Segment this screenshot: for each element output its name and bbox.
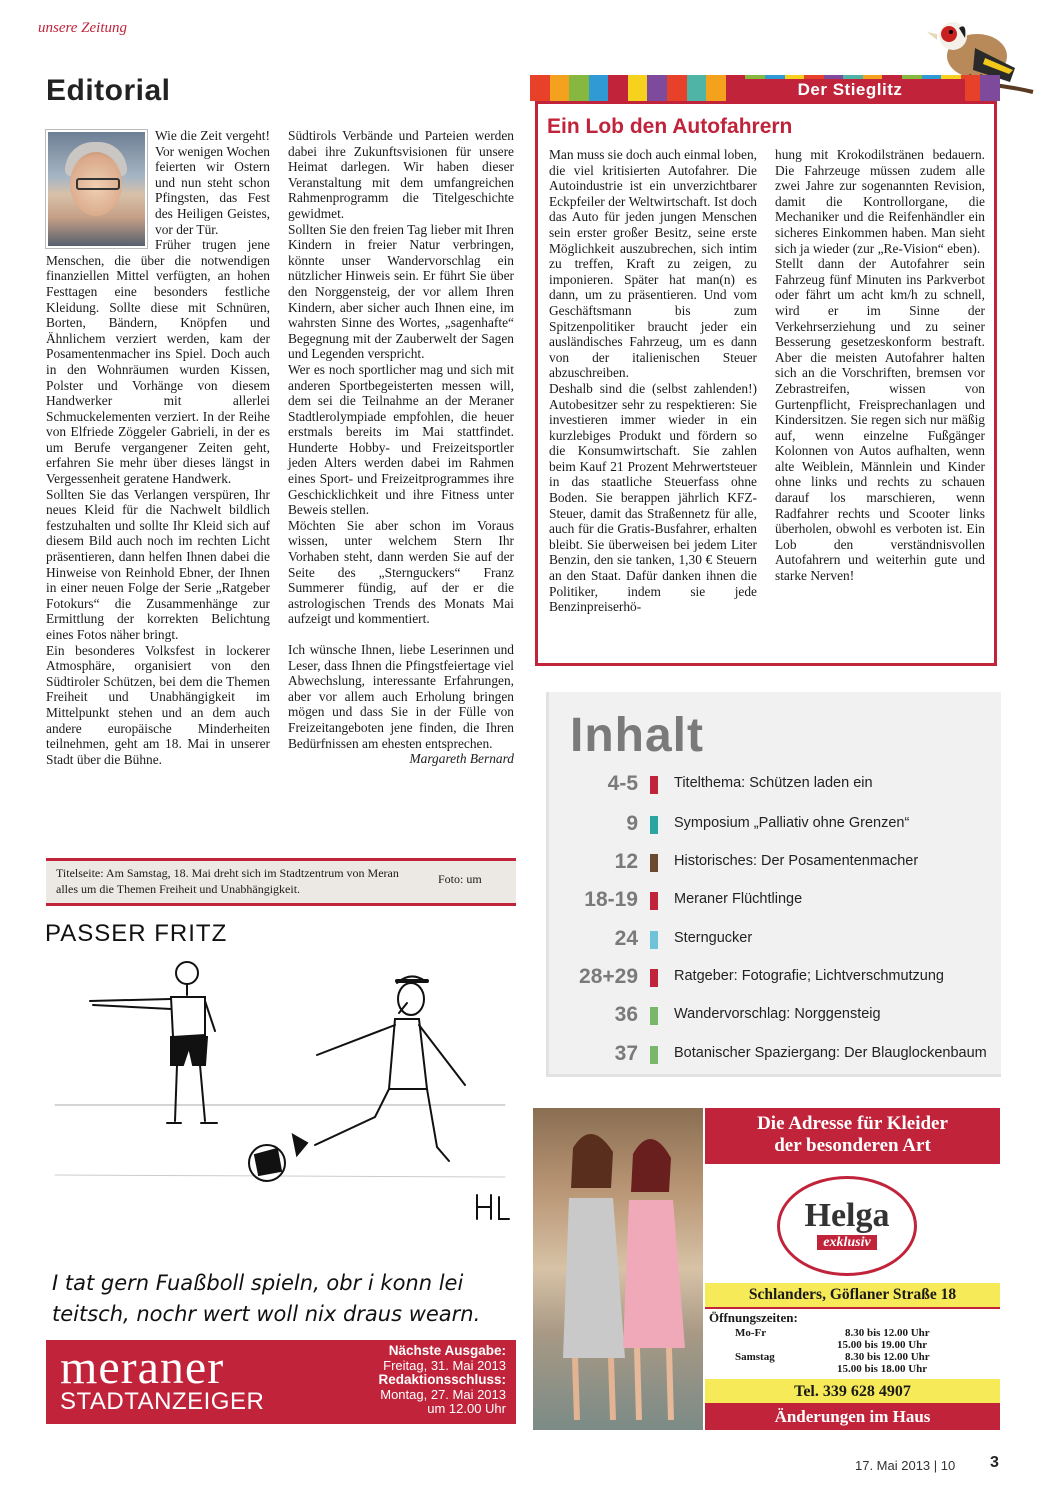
next-issue-date: Freitag, 31. Mai 2013 (383, 1357, 506, 1373)
cover-caption-text: Titelseite: Am Samstag, 18. Mai dreht sich im Stadtzentrum von Meran alles um die Themen Freiheit und Unabhängigkeit. (56, 866, 399, 896)
helga-logo (777, 1176, 917, 1276)
stieglitz-paragraph: Man muss sie doch auch einmal loben, die viel kritisierten Autofahrer. Die Autoindustrie ist ein unverzichtbarer Eckpfeiler der Weltwirtschaft. Ist doch das Auto für jeden jungen Menschen sein erster großer Besitz, seine erste Möglichkeit auszubrechen, sich intim zu treffen, Kraft zu zeigen, zu imponieren. Später hat man(n) es dann, um zu präsentieren. Und vom Geschäftsmann bis zum Spitzenpolitiker braucht jeder ein ausländisches Fahrzeug, um es dann von der italienischen Steuer abzuschreiben. (549, 147, 757, 381)
toc-item (560, 850, 990, 874)
color-stripe (706, 75, 726, 101)
editorial-title: Editorial (46, 74, 171, 107)
toc-color-marker (650, 969, 658, 987)
ad-hours-time: 8.30 bis 12.00 Uhr (845, 1351, 930, 1363)
next-issue-info (378, 1344, 506, 1417)
ad-photo (533, 1108, 703, 1430)
ad-info-panel (705, 1283, 1000, 1430)
ad-hours-day: Mo-Fr (735, 1327, 767, 1339)
color-stripe (687, 75, 707, 101)
color-stripe (980, 75, 1000, 101)
stieglitz-paragraph: Stellt dann der Autofahrer sein Fahrzeug fünf Minuten ins Parkverbot oder fährt um acht km/h zu schnell, wird er im Sinne der Verkehrserziehung und zu seiner Besserung gesetzeskonform bestraft. Aber die meisten Autofahrer halten sich an die Vorschriften, bremsen vor Zebrastreifen, wissen von Gurtenpflicht, Freisprechanlagen und Kindersitzen. Sie regen sich nur mäßig auf, wenn einzelne Fußgänger Kolonnen von Autos aufhalten, wenn alte Weiblein, Männlein und Kinder ohne links und rechts zu schauen darauf los marschieren, wenn Radfahrer rechts und Scooter links überholen, obwohl es verboten ist. Ein Lob den verständnisvollen Autofahrern und weiterhin gute und starke Nerven! (775, 256, 985, 584)
stieglitz-column-1 (549, 147, 757, 615)
deadline-label: Redaktionsschluss: (378, 1372, 506, 1387)
cover-caption (46, 858, 516, 906)
ad-phone: Tel. 339 628 4907 (794, 1383, 911, 1400)
ad-logo-name: Helga (804, 1197, 890, 1234)
toc-item (560, 812, 990, 836)
toc-title: Ratgeber: Fotografie; Lichtverschmutzung (674, 968, 944, 984)
toc-item (560, 1042, 990, 1066)
publisher-banner (46, 1340, 516, 1424)
toc-title: Sterngucker (674, 930, 753, 946)
ad-text-panel (705, 1108, 1000, 1430)
publisher-subtitle: STADTANZEIGER (60, 1388, 265, 1415)
editorial-column-1 (46, 128, 270, 767)
cartoon-caption-line: teitsch, nochr wert woll nix draus wearn. (52, 1302, 481, 1326)
toc-page-number: 36 (614, 1003, 638, 1026)
toc-color-marker (650, 776, 658, 794)
color-stripe (569, 75, 589, 101)
editorial-paragraph: Ein besonderes Volksfest in lockerer Atmosphäre, organisiert von den Südtiroler Schützen, bei dem die Themen Freiheit und Unabhängigkeit im Mittelpunkt stehen und an dem auch andere europäische Minderheiten teilnehmen, geht am 18. Mai in unserer Stadt über die Bühne. (46, 642, 270, 767)
ad-hours-time: 15.00 bis 18.00 Uhr (837, 1363, 928, 1375)
toc-title: Titelthema: Schützen laden ein (674, 775, 873, 791)
ad-headline (705, 1108, 1000, 1164)
cartoon-title: PASSER FRITZ (45, 920, 228, 947)
toc-color-marker (650, 892, 658, 910)
toc-page-number: 12 (614, 850, 638, 873)
toc-color-marker (650, 931, 658, 949)
toc-title: Botanischer Spaziergang: Der Blauglockenbaum (674, 1045, 987, 1061)
editorial-paragraph: Wie die Zeit vergeht! Vor wenigen Wochen feierten wir Ostern und nun steht schon Pfingsten, das Fest des Heiligen Geistes, vor der Tür. (155, 128, 270, 237)
ad-headline-line: der besonderen Art (774, 1135, 931, 1156)
toc-title: Wandervorschlag: Norggensteig (674, 1006, 881, 1022)
color-stripe (608, 75, 628, 101)
author-photo (46, 130, 147, 248)
toc-item (560, 1003, 990, 1027)
ad-hours-day: Samstag (735, 1351, 775, 1363)
toc-page-number: 9 (626, 812, 638, 835)
cartoon-drawing (45, 935, 515, 1260)
toc-page-number: 24 (614, 927, 638, 950)
editorial-paragraph: Ich wünsche Ihnen, liebe Leserinnen und Leser, dass Ihnen die Pfingstfeiertage viel Abwechslung, interessante Erfahrungen, aber vor allem auch Erholung bringen mögen und dass Sie in der Fülle von Freizeitangeboten jene finden, die Ihren Bedürfnissen am ehesten entsprechen. (288, 642, 514, 751)
editorial-paragraph: Sollten Sie den freien Tag lieber mit Ihren Kindern in freier Natur verbringen, könnte unser Wandervorschlag ein nützlicher Hinweis sein. Er führt Sie über den Norggensteig, der vor allem Ihren Kindern, aber sicher auch Ihnen eine, im wahrsten Sinne des Wortes, „sagenhafte“ Begegnung mit der Zauberwelt der Sagen und Legenden verspricht. (288, 221, 514, 362)
toc-item (560, 965, 990, 989)
color-stripe (647, 75, 667, 101)
color-stripe (667, 75, 687, 101)
publisher-name: meraner (60, 1341, 225, 1394)
toc-item (560, 772, 990, 796)
cartoon-caption (52, 1268, 522, 1330)
editorial-paragraph: Sollten Sie das Verlangen verspüren, Ihr neues Kleid für die Nachwelt bildlich festzuhalten und sollte Ihr Kleid sich auf diesem Bild auch noch im rechten Licht präsentieren, dann helfen Ihnen dabei die Hinweise von Reinhold Ebner, der Ihnen in einer neuen Folge der Serie „Ratgeber Fotokurs“ die Zusammenhänge zur Ermittlung der korrekten Belichtung eines Fotos näher bringt. (46, 486, 270, 642)
editorial-paragraph: Südtirols Verbände und Parteien werden dabei ihre Zukunftsvisionen für unsere Heimat darlegen. Wir haben dieser Veranstaltung mit dem umfangreichen Rahmenprogramm die Titelgeschichte gewidmet. (288, 128, 514, 221)
toc-page-number: 4-5 (607, 772, 638, 795)
color-stripe (530, 75, 550, 101)
editorial-column-2 (288, 128, 514, 767)
toc-color-marker (650, 854, 658, 872)
advertisement (533, 1108, 1000, 1430)
toc-color-marker (650, 1007, 658, 1025)
editorial-paragraph: Wer es noch sportlicher mag und sich mit anderen Sportbegeisterten messen will, dem sei die Teilnahme an der Meraner Stadtlerolympiade empfohlen, die heuer erstmals bereits im Mai stattfindet. Hunderte Hobby- und Freizeitsportler jeden Alters werden dabei im Rahmen eines Sport- und Freizeitprogrammes ihre Geschicklichkeit und ihre Fitness unter Beweis stellen. (288, 361, 514, 518)
color-stripe (550, 75, 570, 101)
stieglitz-paragraph: hung mit Krokodilstränen bedauern. Die Fahrzeuge müssen zudem alle zwei Jahre zur sogenannten Revision, damit die Kontrollorgane, die Mechaniker und die Reifenhändler ein sicheres Einkommen haben. Man sieht sich ja wieder (zur „Re-Vision“ eben). (775, 147, 985, 256)
color-stripe (589, 75, 609, 101)
toc-title: Historisches: Der Posamentenmacher (674, 853, 919, 869)
ad-logo-subtitle: exklusiv (780, 1235, 914, 1251)
toc-color-marker (650, 1046, 658, 1064)
cartoon-caption-line: I tat gern Fuaßboll spieln, obr i konn lei (52, 1271, 464, 1295)
toc-title: Symposium „Palliativ ohne Grenzen“ (674, 815, 910, 831)
toc-item (560, 888, 990, 912)
toc-page-number: 18-19 (584, 888, 638, 911)
cover-caption-credit: Foto: um (438, 872, 482, 886)
next-issue-label: Nächste Ausgabe: (388, 1343, 506, 1358)
toc-title: Meraner Flüchtlinge (674, 891, 803, 907)
ad-hours-time: 8.30 bis 12.00 Uhr (845, 1327, 930, 1339)
stieglitz-label: Der Stieglitz (735, 79, 965, 101)
footer-date: 17. Mai 2013 | 10 (855, 1458, 956, 1473)
toc-page-number: 37 (614, 1042, 638, 1065)
stieglitz-headline: Ein Lob den Autofahrern (547, 115, 793, 138)
toc-page-number: 28+29 (579, 965, 638, 988)
ad-address: Schlanders, Göflaner Straße 18 (705, 1283, 1000, 1309)
page-number: 3 (990, 1454, 999, 1471)
ad-opening-hours (705, 1309, 1000, 1379)
deadline-date: Montag, 27. Mai 2013 (380, 1386, 506, 1402)
toc-color-marker (650, 816, 658, 834)
color-stripe (628, 75, 648, 101)
ad-headline-line: Die Adresse für Kleider (757, 1113, 948, 1134)
toc-item (560, 927, 990, 951)
stieglitz-paragraph: Deshalb sind die (selbst zahlenden!) Autobesitzer sehr zu respektieren: Sie investieren immer wieder in ein kurzlebiges Produkt und fördern so die Konsumwirtschaft. Sie zahlen beim Kauf 21 Prozent Mehrwertsteuer in das staatliche Steuerfass ohne Boden. Sie berappen jährlich KFZ-Steuer, damit das Straßennetz für alle, auch für die Gratis-Busfahrer, erhalten bleibt. Sie überweisen bei jedem Liter Benzin, den sie tanken, 1,30 € Steuern an den Staat. Dafür danken ihnen die Politiker, indem sie jede Benzinpreiserhö- (549, 380, 757, 615)
deadline-time: um 12.00 Uhr (427, 1401, 506, 1416)
ad-changes-banner: Änderungen im Haus (705, 1403, 1000, 1430)
ad-hours-time: 15.00 bis 19.00 Uhr (837, 1339, 928, 1351)
stieglitz-column-2 (775, 147, 985, 584)
table-of-contents-title: Inhalt (570, 709, 704, 762)
magazine-logo: unsere Zeitung (38, 20, 128, 36)
editorial-signature: Margareth Bernard (409, 751, 514, 767)
editorial-paragraph: Früher trugen jene Menschen, die über die notwendigen finanziellen Mittel verfügten, an hohen Festtagen eine besonders festliche Kleidung. Sollte diese mit Schnüren, Borten, Bändern, Knöpfen und Ähnlichem verziert werden, kam der Posamentenmacher ins Spiel. Doch auch in den Wohnräumen wurden Kissen, Polster und Vorhänge von diesem Handwerker mit allerlei Schmuckelementen verziert. In der Reihe von Elfriede Zöggeler Gabrieli, in der es um Berufe vergangener Zeiten geht, erfahren Sie mehr über dieses längst in Vergessenheit geratene Handwerk. (46, 237, 270, 487)
editorial-paragraph: Möchten Sie aber schon im Voraus wissen, unter welchem Stern Ihr Vorhaben steht, dann werden Sie auf der Seite des „Sternguckers“ Franz Summerer fündig, auf der er die astrologischen Trends des Monats Mai aufzeigt und kommentiert. (288, 517, 514, 627)
ad-hours-title: Öffnungszeiten: (709, 1310, 798, 1325)
